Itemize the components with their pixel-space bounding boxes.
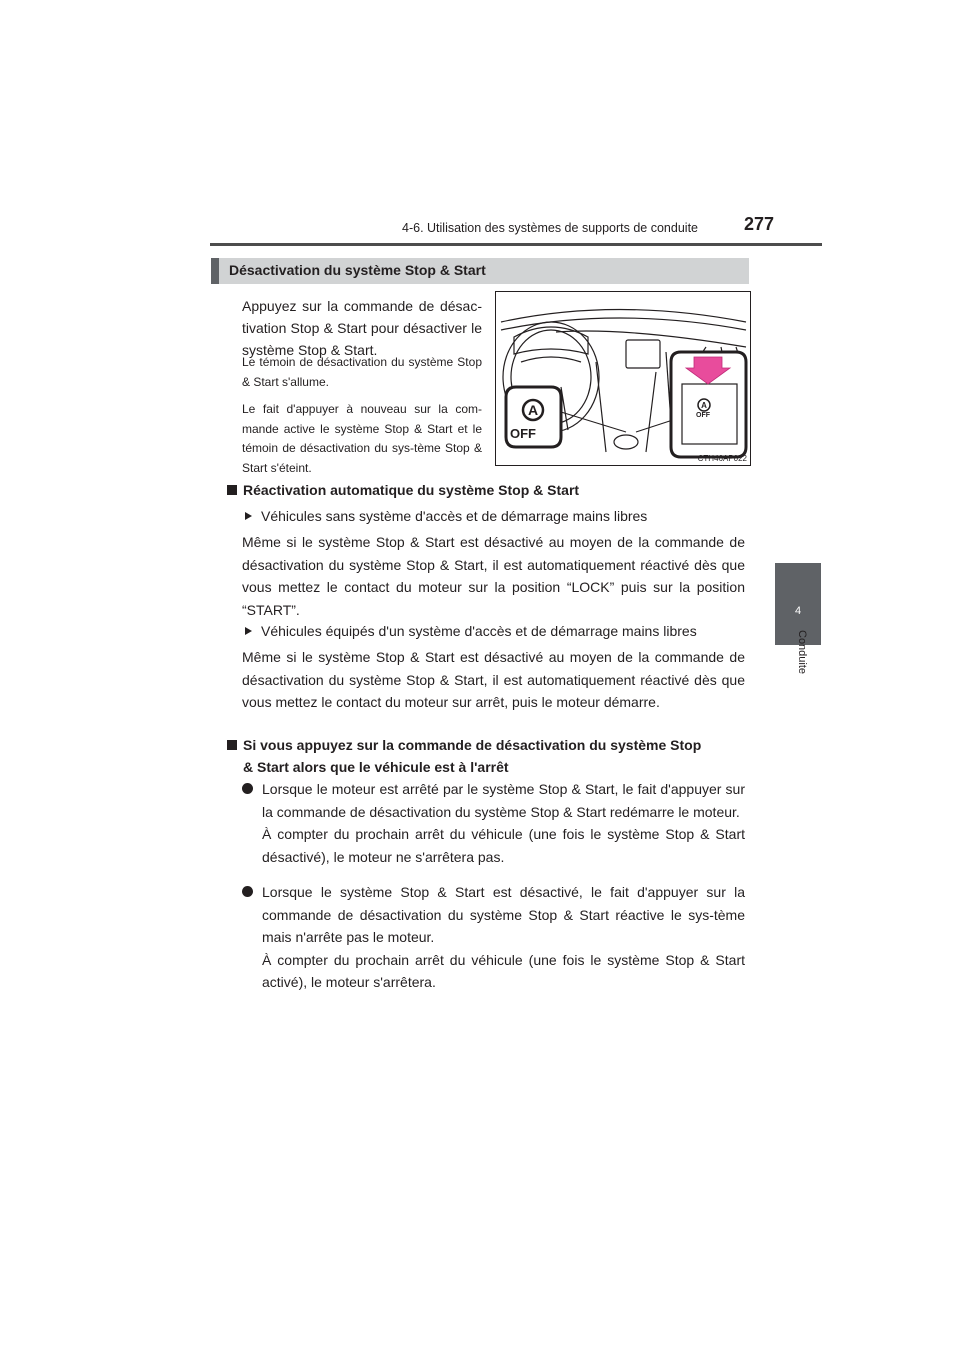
off-label-large: OFF [510, 426, 536, 441]
square-bullet-icon [227, 485, 237, 495]
heading-text: Réactivation automatique du système Stop & Start [243, 482, 580, 498]
square-bullet-icon [227, 740, 237, 750]
bullet-1-subtext: À compter du prochain arrêt du véhicule (une fois le système Stop & Start désactivé), le moteur ne s'arrêtera pas. [262, 826, 745, 865]
section-accent [211, 258, 219, 284]
dashboard-illustration [495, 291, 751, 466]
case-2-paragraph: Même si le système Stop & Start est désactivé au moyen de la commande de désactivation du système Stop & Start, il est automatiquement réactivé dès que vous mettez le contact du moteur sur arrêt, puis le moteur démarre. [242, 649, 745, 710]
section-title: Désactivation du système Stop & Start [229, 262, 486, 278]
figure-code: CTH46AP022 [697, 454, 747, 463]
chapter-label: Conduite [796, 630, 808, 675]
svg-text:A: A [527, 402, 539, 418]
heading-reactivation [227, 479, 579, 501]
case-label-text: Véhicules équipés d'un système d'accès et de démarrage mains libres [261, 623, 697, 639]
header-rule [210, 243, 822, 246]
round-bullet-icon [242, 783, 253, 794]
intro-paragraph: Appuyez sur la commande de désac-tivation Stop & Start pour désactiver le système Stop & Start. [242, 298, 482, 358]
bullet-1-text: Lorsque le moteur est arrêté par le système Stop & Start, le fait d'appuyer sur la commande de désactivation du système Stop & Start redémarre le moteur. [262, 781, 745, 820]
heading-text-line1: Si vous appuyez sur la commande de désactivation du système Stop [243, 737, 702, 753]
running-header: 4-6. Utilisation des systèmes de supports de conduite [402, 221, 698, 235]
case-2-label [245, 620, 697, 642]
case-label-text: Véhicules sans système d'accès et de démarrage mains libres [261, 508, 648, 524]
section-title-bar [211, 258, 749, 284]
note-indicator-on: Le témoin de désactivation du système Stop & Start s'allume. [242, 355, 482, 389]
heading-stopped-vehicle [227, 734, 747, 778]
bullet-2-text: Lorsque le système Stop & Start est désactivé, le fait d'appuyer sur la commande de désactivation du système Stop & Start réactive le sys-tème mais n'arrête pas le moteur. [262, 884, 745, 945]
svg-text:A: A [701, 401, 707, 410]
case-1-label [245, 505, 647, 527]
off-label-small: OFF [696, 412, 710, 419]
bullet-item-1 [242, 778, 745, 868]
round-bullet-icon [242, 886, 253, 897]
bullet-2-subtext: À compter du prochain arrêt du véhicule (une fois le système Stop & Start activé), le moteur s'arrêtera. [262, 951, 745, 990]
bullet-item-2 [242, 881, 745, 994]
heading-text-line2: & Start alors que le véhicule est à l'arrêt [243, 759, 509, 775]
page-number: 277 [744, 214, 775, 234]
chapter-number: 4 [794, 605, 802, 617]
note-indicator-off: Le fait d'appuyer à nouveau sur la com-mande active le système Stop & Start et le témoin de désactivation du sys-tème Stop & Start s'éteint. [242, 402, 482, 475]
triangle-bullet-icon [245, 512, 252, 520]
case-1-paragraph: Même si le système Stop & Start est désactivé au moyen de la commande de désactivation du système Stop & Start, il est automatiquement réactivé dès que vous mettez le contact du moteur sur la position “LOCK” puis sur la position “START”. [242, 534, 745, 618]
triangle-bullet-icon [245, 627, 252, 635]
